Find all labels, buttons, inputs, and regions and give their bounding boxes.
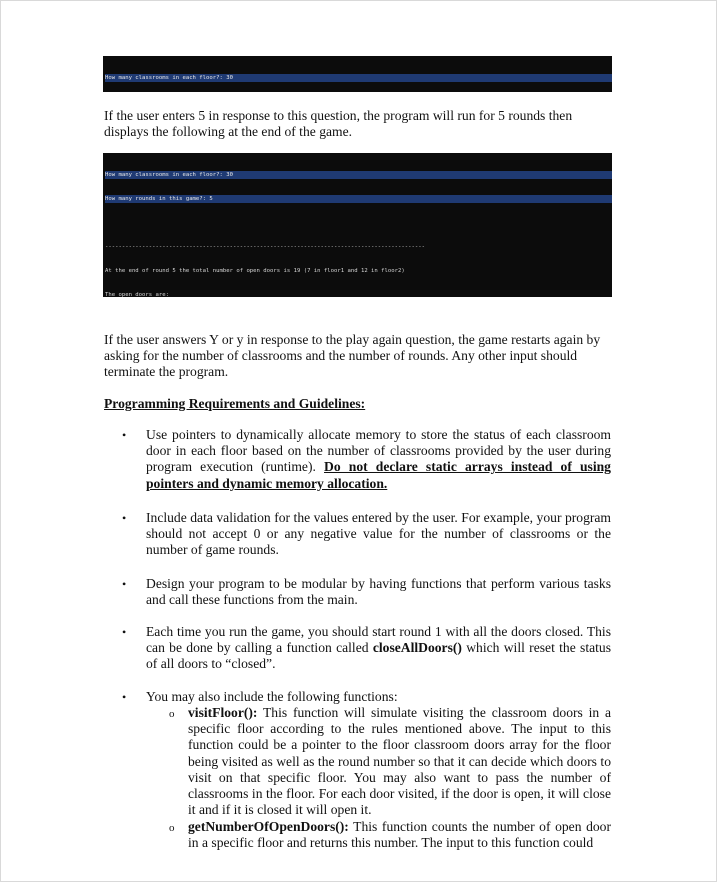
- bullet-item-modular: Design your program to be modular by having functions that perform various tasks and call these functions from the main.: [146, 576, 611, 608]
- bullet-emphasis: Do not declare static arrays instead of using pointers and dynamic memory allocation.: [146, 459, 611, 491]
- bullet-icon: •: [122, 428, 127, 442]
- intro-paragraph: If the user enters 5 in response to this question, the program will run for 5 rounds then displays the following at the end of the game.: [104, 108, 573, 139]
- console-line: -----------------------------------------------------------------------------------------------: [105, 244, 425, 250]
- bullet-item-pointers: [146, 427, 611, 492]
- console-screenshot-result: [103, 153, 612, 297]
- bullet-item-close-doors: [146, 624, 611, 673]
- bullet-text: which will reset the status of all doors to “closed”.: [146, 640, 612, 672]
- section-heading: Programming Requirements and Guidelines:: [104, 396, 366, 411]
- bullet-item-functions: You may also include the following functions:: [146, 689, 398, 704]
- console-line: The open doors are:: [105, 292, 169, 297]
- bullet-icon: •: [122, 625, 127, 639]
- function-name: getNumberOfOpenDoors():: [188, 819, 349, 834]
- sub-bullet-icon: o: [169, 708, 175, 720]
- console-line: [105, 219, 612, 227]
- function-name: closeAllDoors(): [372, 640, 462, 656]
- console-screenshot-prompt: [103, 56, 612, 92]
- console-line: At the end of round 5 the total number of open doors is 19 (7 in floor1 and 12 in floor2): [105, 268, 405, 274]
- bullet-text: Use pointers to dynamically allocate memory to store the status of each classroom door in each floor based on the number of classrooms provided by the user during program execution (runtime).: [146, 427, 611, 475]
- subitem-text: This function counts the number of open door in a specific floor and returns this number. The input to this function could: [188, 819, 611, 851]
- bullet-icon: •: [122, 690, 127, 704]
- bullet-icon: •: [122, 577, 127, 591]
- bullet-item-validation: Include data validation for the values entered by the user. For example, your program should not accept 0 or any negative value for the number of classrooms or the number of game rounds.: [146, 510, 611, 558]
- replay-paragraph: If the user answers Y or y in response to the play again question, the game restarts again by asking for the number of classrooms and the number of rounds. Any other input should terminate the program.: [104, 332, 601, 379]
- bullet-icon: •: [122, 511, 127, 525]
- console-line: How many classrooms in each floor?: 30: [105, 171, 612, 179]
- sub-bullet-icon: o: [169, 822, 175, 834]
- console-line: How many classrooms in each floor?: 30: [105, 74, 612, 82]
- subitem-text: This function will simulate visiting the classroom doors in a specific floor according to the rules mentioned above. The input to this function could be a pointer to the floor classroom doors array for the floor being visited as well as the round number so that it can decide which doors to visit on that specific floor. You may also want to pass the number of classrooms in the floor. For each door visited, if the door is open, it will close it and if it is closed it will open it.: [188, 705, 611, 818]
- subitem-visit-floor: [188, 705, 611, 818]
- function-name: visitFloor():: [188, 705, 258, 720]
- subitem-open-doors: [188, 819, 611, 851]
- console-line: How many rounds in this game?: 5: [105, 195, 612, 203]
- bullet-text: Each time you run the game, you should start round 1 with all the doors closed. This can be done by calling a function called: [146, 624, 611, 656]
